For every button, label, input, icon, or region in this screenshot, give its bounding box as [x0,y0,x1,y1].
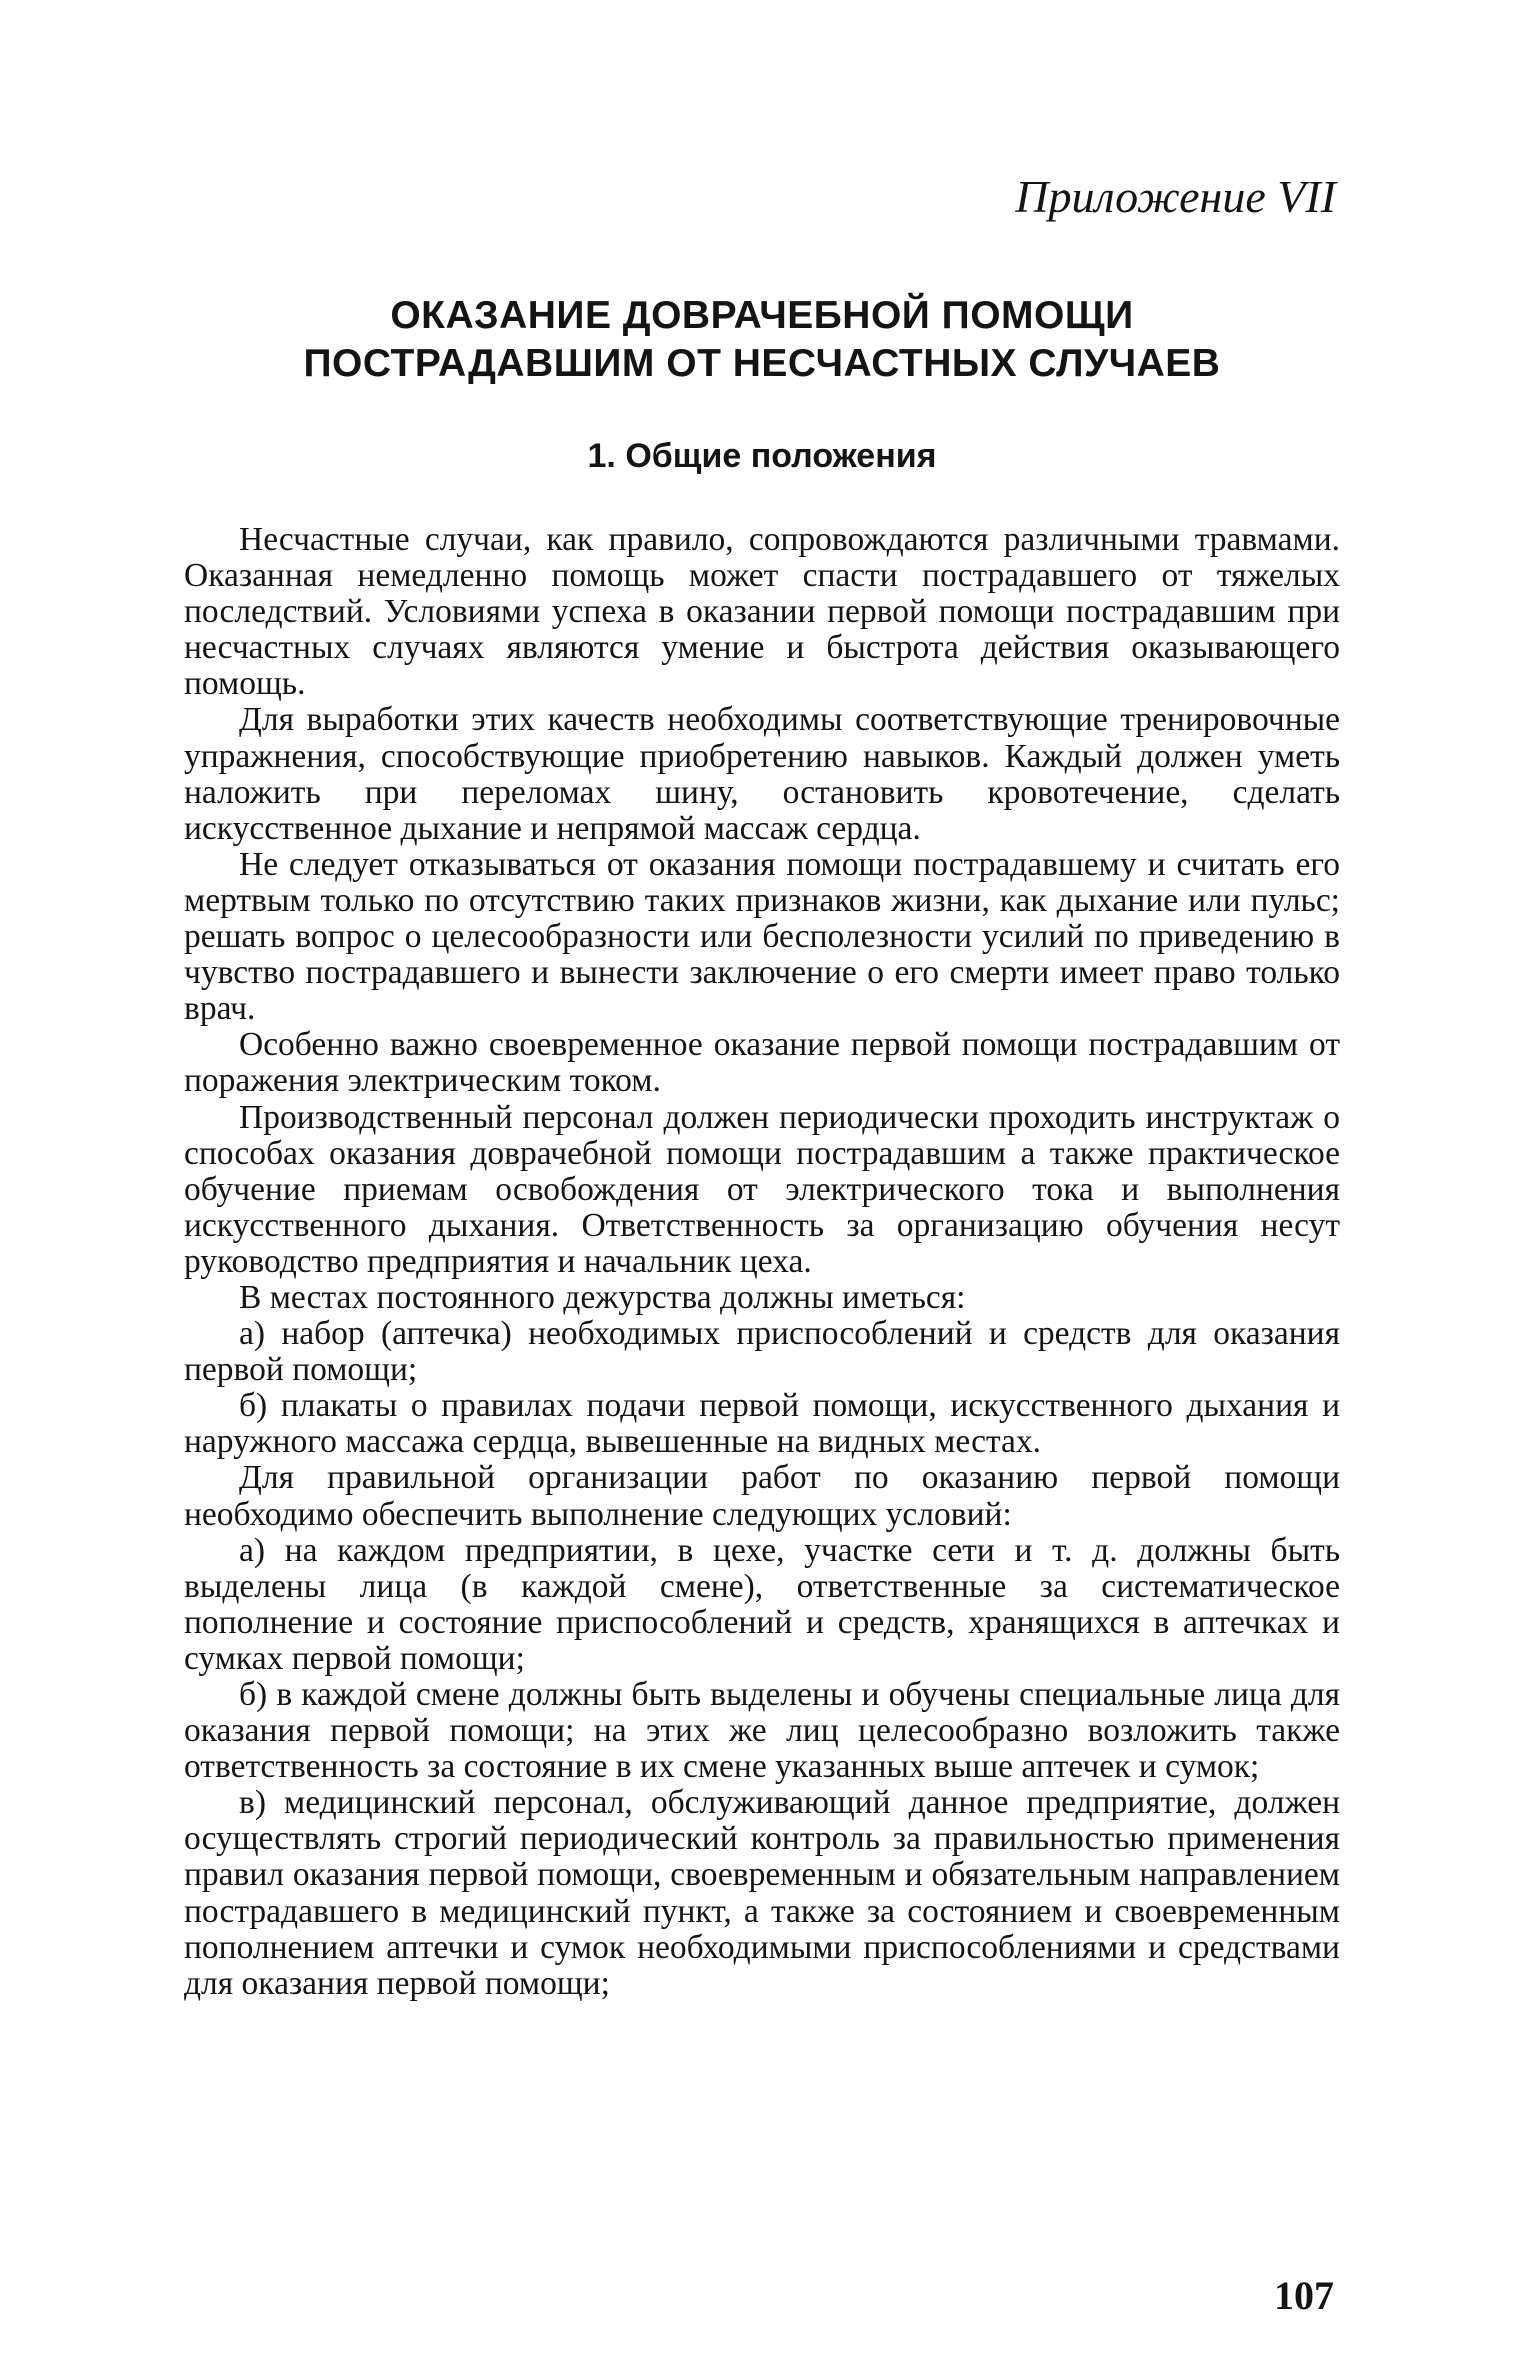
list-item: в) медицинский персонал, обслуживающий данное предприятие, должен осуществлять строгий периодический контроль за правильностью применения правил оказания первой помощи, своевременным и обязательным направлением пострадавшего в медицинский пункт, а также за состоянием и своевременным пополнением аптечки и сумок необходимыми приспособлениями и средствами для оказания первой помощи; [184,1784,1340,2002]
paragraph: Для правильной организации работ по оказанию первой помощи необходимо обеспечить выполнение следующих условий: [184,1459,1340,1533]
paragraph: Особенно важно своевременное оказание первой помощи пострадавшим от поражения электрическим током. [184,1026,1340,1100]
paragraph: Для выработки этих качеств необходимы соответствующие тренировочные упражнения, способствующие приобретению навыков. Каждый должен уметь наложить при переломах шину, остановить кровотечение, сделать искусственное дыхание и непрямой массаж сердца. [184,701,1340,847]
paragraph: Не следует отказываться от оказания помощи пострадавшему и считать его мертвым только по отсутствию таких признаков жизни, как дыхание или пульс; решать вопрос о целесообразности или бесполезности усилий по приведению в чувство пострадавшего и вынести заключение о его смерти имеет право только врач. [184,845,1340,1028]
list-item: б) плакаты о правилах подачи первой помощи, искусственного дыхания и наружного массажа сердца, вывешенные на видных местах. [184,1387,1340,1461]
paragraph: Несчастные случаи, как правило, сопровождаются различными травмами. Оказанная немедленно помощь может спасти пострадавшего от тяжелых последствий. Условиями успеха в оказании первой помощи пострадавшим при несчастных случаях являются умение и быстрота действия оказывающего помощь. [184,521,1340,703]
paragraph: В местах постоянного дежурства должны иметься: [239,1278,966,1316]
document-title [184,292,1340,388]
paragraph: Производственный персонал должен периодически проходить инструктаж о способах оказания доврачебной помощи пострадавшим а также практическое обучение приемам освобождения от электрического тока и выполнения искусственного дыхания. Ответственность за организацию обучения несут руководство предприятия и начальник цеха. [184,1098,1340,1280]
page-number: 107 [1274,2273,1334,2318]
list-item: а) набор (аптечка) необходимых приспособлений и средств для оказания первой помощи; [184,1315,1340,1389]
document-page [184,168,1340,2318]
appendix-label: Приложение VII [1015,171,1336,222]
list-item: б) в каждой смене должны быть выделены и обучены специальные лица для оказания первой помощи; на этих же лиц целесообразно возложить также ответственность за состояние в их смене указанных выше аптечек и сумок; [184,1676,1340,1786]
body-text [184,522,1340,2002]
title-line-1: ОКАЗАНИЕ ДОВРАЧЕБНОЙ ПОМОЩИ [390,294,1134,337]
title-line-2: ПОСТРАДАВШИМ ОТ НЕСЧАСТНЫХ СЛУЧАЕВ [303,342,1221,385]
section-heading: 1. Общие положения [587,437,937,475]
list-item: а) на каждом предприятии, в цехе, участке сети и т. д. должны быть выделены лица (в каждой смене), ответственные за систематическое пополнение и состояние приспособлений и средств, хранящихся в аптечках и сумках первой помощи; [184,1531,1340,1677]
